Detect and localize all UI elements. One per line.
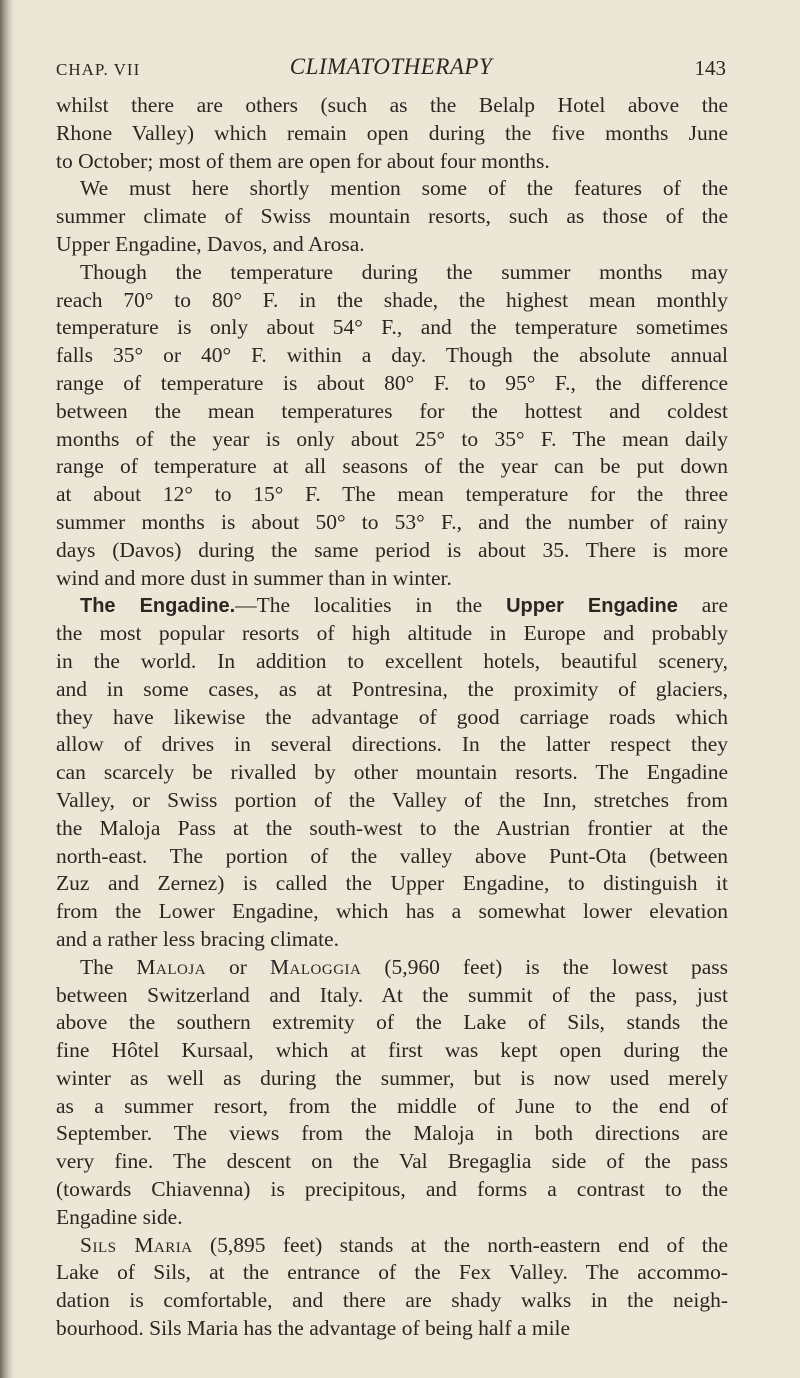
place-name: Sils Maria	[80, 1232, 193, 1257]
running-title: CLIMATOTHERAPY	[289, 54, 493, 79]
section-heading-line	[56, 592, 728, 620]
text-run: (5,895 feet) stands at the north-eastern end of the	[192, 1232, 728, 1257]
text-line: reach 70° to 80° F. in the shade, the highest mean monthly	[56, 287, 728, 312]
chapter-label: CHAP. VII	[56, 60, 141, 79]
text-line: the Maloja Pass at the south-west to the Austrian frontier at the	[56, 815, 728, 840]
text-line: wind and more dust in summer than in winter.	[56, 565, 452, 590]
text-line: Upper Engadine, Davos, and Arosa.	[56, 231, 365, 256]
text-run: or	[206, 954, 270, 979]
text-line: they have likewise the advantage of good carriage roads which	[56, 704, 728, 729]
text-line: temperature is only about 54° F., and the temperature sometimes	[56, 315, 728, 340]
text-line: September. The views from the Maloja in both directions are	[56, 1121, 728, 1146]
text-line: fine Hôtel Kursaal, which at first was kept open during the	[56, 1038, 728, 1063]
text-line: can scarcely be rivalled by other mountain resorts. The Engadine	[56, 760, 728, 785]
text-line: very fine. The descent on the Val Bregaglia side of the pass	[56, 1149, 728, 1174]
text-line: summer months is about 50° to 53° F., and the number of rainy	[56, 509, 728, 534]
text-line: (towards Chiavenna) is precipitous, and forms a contrast to the	[56, 1177, 728, 1202]
text-line	[56, 1232, 728, 1260]
bold-term: Upper Engadine	[506, 595, 678, 618]
text-line: north-east. The portion of the valley above Punt-Ota (between	[56, 843, 728, 868]
text-run: The	[80, 954, 137, 979]
text-line: and in some cases, as at Pontresina, the proximity of glaciers,	[56, 676, 728, 701]
text-run: are	[677, 593, 728, 618]
text-line: between Switzerland and Italy. At the summit of the pass, just	[56, 982, 728, 1007]
text-line: and a rather less bracing climate.	[56, 926, 339, 951]
text-line: Though the temperature during the summer months may	[80, 259, 728, 284]
section-heading: The Engadine.	[80, 595, 236, 618]
text-line: dation is comfortable, and there are shady walks in the neigh-	[56, 1288, 728, 1313]
running-head	[56, 54, 726, 84]
page-number: 143	[694, 56, 726, 80]
text-run: (5,960 feet) is the lowest pass	[361, 954, 728, 979]
text-line: Valley, or Swiss portion of the Valley of the Inn, stretches from	[56, 787, 728, 812]
text-line: as a summer resort, from the middle of June to the end of	[56, 1093, 728, 1118]
text-line: bourhood. Sils Maria has the advantage of being half a mile	[56, 1316, 571, 1341]
text-run: —The localities in the	[235, 593, 507, 618]
text-line: at about 12° to 15° F. The mean temperature for the three	[56, 482, 728, 507]
text-line: to October; most of them are open for about four months.	[56, 148, 550, 173]
place-name: Maloja	[136, 954, 207, 979]
text-line: the most popular resorts of high altitude in Europe and probably	[56, 621, 728, 646]
text-line: Zuz and Zernez) is called the Upper Engadine, to distinguish it	[56, 871, 728, 896]
text-line: range of temperature at all seasons of the year can be put down	[56, 454, 728, 479]
body-text	[56, 92, 728, 1343]
text-line: allow of drives in several directions. In the latter respect they	[56, 732, 728, 757]
text-line: between the mean temperatures for the hottest and coldest	[56, 398, 728, 423]
text-line: in the world. In addition to excellent hotels, beautiful scenery,	[56, 648, 728, 673]
text-line: from the Lower Engadine, which has a somewhat lower elevation	[56, 899, 728, 924]
text-line: Engadine side.	[56, 1204, 183, 1229]
text-line: winter as well as during the summer, but is now used merely	[56, 1065, 728, 1090]
text-line: summer climate of Swiss mountain resorts, such as those of the	[56, 204, 728, 229]
text-line: Rhone Valley) which remain open during the five months June	[56, 120, 728, 145]
text-line: days (Davos) during the same period is about 35. There is more	[56, 537, 728, 562]
text-line: whilst there are others (such as the Belalp Hotel above the	[56, 93, 728, 117]
text-line: falls 35° or 40° F. within a day. Though the absolute annual	[56, 343, 728, 368]
text-line: We must here shortly mention some of the features of the	[80, 176, 728, 201]
text-line: months of the year is only about 25° to 35° F. The mean daily	[56, 426, 728, 451]
text-line: Lake of Sils, at the entrance of the Fex Valley. The accommo-	[56, 1260, 728, 1285]
text-line: above the southern extremity of the Lake of Sils, stands the	[56, 1010, 728, 1035]
text-line: range of temperature is about 80° F. to 95° F., the difference	[56, 370, 728, 395]
place-name: Maloggia	[269, 954, 362, 979]
text-line	[56, 954, 728, 982]
